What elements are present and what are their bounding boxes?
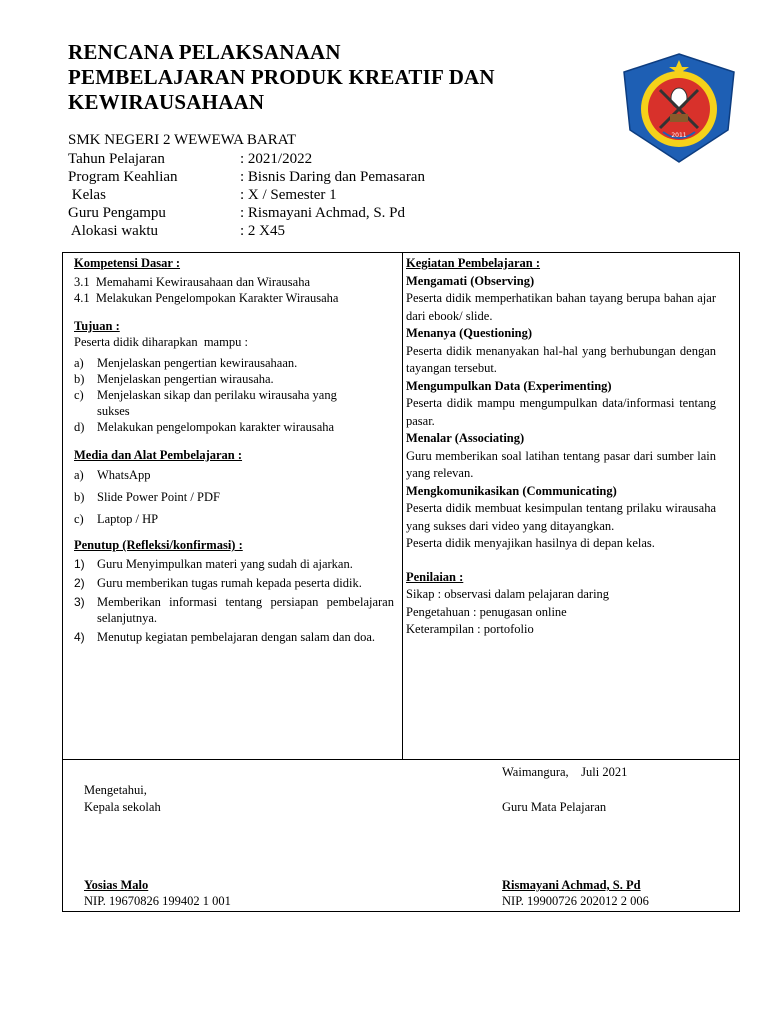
tujuan-intro: Peserta didik diharapkan mampu : (74, 335, 248, 349)
tujuan-heading: Tujuan : (74, 319, 120, 333)
list-text: Melakukan pengelompokan karakter wirausaha (97, 420, 335, 434)
info-value: : Rismayani Achmad, S. Pd (240, 205, 405, 221)
tujuan-item (74, 355, 394, 371)
penutup-heading: Penutup (Refleksi/konfirmasi) : (74, 538, 243, 552)
list-text: Slide Power Point / PDF (97, 490, 220, 504)
place-date: Waimangura, Juli 2021 (502, 765, 628, 779)
step-text: Guru memberikan soal latihan tentang pasar dari sumber lain yang relevan. (406, 448, 716, 480)
list-marker: c) (74, 388, 84, 402)
signature-name: Yosias Malo (84, 878, 149, 892)
penilaian-item: Pengetahuan : penugasan online (406, 604, 567, 619)
step-text: Peserta didik mampu mengumpulkan data/informasi tentang pasar. (406, 396, 716, 428)
list-text: WhatsApp (97, 468, 151, 482)
list-text: Guru Menyimpulkan materi yang sudah di ajarkan. (97, 557, 353, 571)
info-value: : X / Semester 1 (240, 187, 337, 203)
step-title: Menanya (Questioning) (406, 326, 533, 340)
signature-left-label2: Kepala sekolah (84, 800, 161, 814)
penilaian-heading: Penilaian : (406, 569, 464, 584)
penutup-item (74, 594, 394, 626)
kompetensi-heading: Kompetensi Dasar : (74, 256, 181, 270)
penutup-item (74, 575, 394, 591)
right-column (406, 255, 716, 639)
step-text: Peserta didik membuat kesimpulan tentang prilaku wirausaha yang sukses dari video yang ditayangkan. (406, 501, 716, 533)
list-text: Menjelaskan pengertian kewirausahaan. (97, 356, 298, 370)
list-marker: b) (74, 372, 85, 386)
penutup-item (74, 629, 394, 645)
penilaian-item: Keterampilan : portofolio (406, 622, 534, 636)
tujuan-item (74, 387, 337, 419)
list-marker: b) (74, 490, 85, 504)
list-marker: 4) (74, 630, 85, 644)
list-marker: a) (74, 468, 84, 482)
signature-name: Rismayani Achmad, S. Pd (502, 878, 641, 892)
tujuan-item (74, 371, 394, 387)
info-label: Tahun Pelajaran (68, 151, 165, 167)
step-extra: Peserta didik menyajikan hasilnya di depan kelas. (406, 536, 655, 550)
list-marker: c) (74, 512, 84, 526)
list-text: Menutup kegiatan pembelajaran dengan salam dan doa. (97, 630, 376, 644)
step-text: Peserta didik menanyakan hal-hal yang berhubungan dengan tayangan tersebut. (406, 343, 716, 375)
info-label: Program Keahlian (68, 169, 178, 185)
title-line-3: KEWIRAUSAHAAN (68, 90, 265, 114)
step-title: Menalar (Associating) (406, 431, 525, 445)
school-emblem-icon (618, 52, 740, 164)
list-marker: d) (74, 420, 85, 434)
list-text: Menjelaskan pengertian wirausaha. (97, 372, 274, 386)
media-item (74, 489, 394, 505)
info-value: : 2021/2022 (240, 151, 313, 167)
media-item (74, 511, 394, 527)
list-text: Laptop / HP (97, 512, 159, 526)
logo-year: 2011 (671, 132, 687, 139)
step-title: Mengumpulkan Data (Experimenting) (406, 378, 612, 393)
info-label: Guru Pengampu (68, 205, 166, 221)
signature-right-label: Guru Mata Pelajaran (502, 800, 607, 814)
penilaian-item: Sikap : observasi dalam pelajaran daring (406, 587, 610, 601)
tujuan-item (74, 419, 394, 435)
media-heading: Media dan Alat Pembelajaran : (74, 448, 243, 462)
media-item (74, 467, 394, 483)
info-value: : 2 X45 (240, 223, 285, 239)
step-title: Mengamati (Observing) (406, 273, 535, 288)
headmaster-name (84, 877, 148, 893)
kegiatan-heading: Kegiatan Pembelajaran : (406, 256, 541, 270)
list-text: Menjelaskan sikap dan perilaku wirausaha yang sukses (97, 388, 337, 418)
title-line-2: PEMBELAJARAN PRODUK KREATIF DAN (68, 65, 495, 89)
column-divider (402, 252, 403, 760)
title-line-1: RENCANA PELAKSANAAN (68, 40, 341, 64)
kd-item: 3.1 Memahami Kewirausahaan dan Wirausaha (74, 275, 310, 289)
list-marker: a) (74, 356, 84, 370)
signature-divider (62, 759, 740, 760)
list-marker: 1) (74, 557, 85, 571)
school-name: SMK NEGERI 2 WEWEWA BARAT (68, 132, 297, 148)
kd-item: 4.1 Melakukan Pengelompokan Karakter Wirausaha (74, 291, 339, 305)
step-text: Peserta didik memperhatikan bahan tayang berupa bahan ajar dari ebook/ slide. (406, 291, 716, 323)
info-value: : Bisnis Daring dan Pemasaran (240, 169, 425, 185)
headmaster-nip: NIP. 19670826 199402 1 001 (84, 894, 231, 908)
list-text: Memberikan informasi tentang persiapan pembelajaran selanjutnya. (97, 595, 394, 625)
document-title (68, 40, 495, 115)
teacher-nip: NIP. 19900726 202012 2 006 (502, 894, 649, 908)
list-marker: 3) (74, 595, 85, 609)
left-column (74, 255, 394, 645)
list-text: Guru memberikan tugas rumah kepada peserta didik. (97, 576, 362, 590)
signature-left-label1: Mengetahui, (84, 783, 147, 797)
list-marker: 2) (74, 576, 85, 590)
info-label: Kelas (68, 187, 106, 203)
info-label: Alokasi waktu (68, 223, 158, 239)
penutup-item (74, 556, 394, 572)
step-title: Mengkomunikasikan (Communicating) (406, 483, 617, 498)
teacher-name (502, 877, 641, 893)
